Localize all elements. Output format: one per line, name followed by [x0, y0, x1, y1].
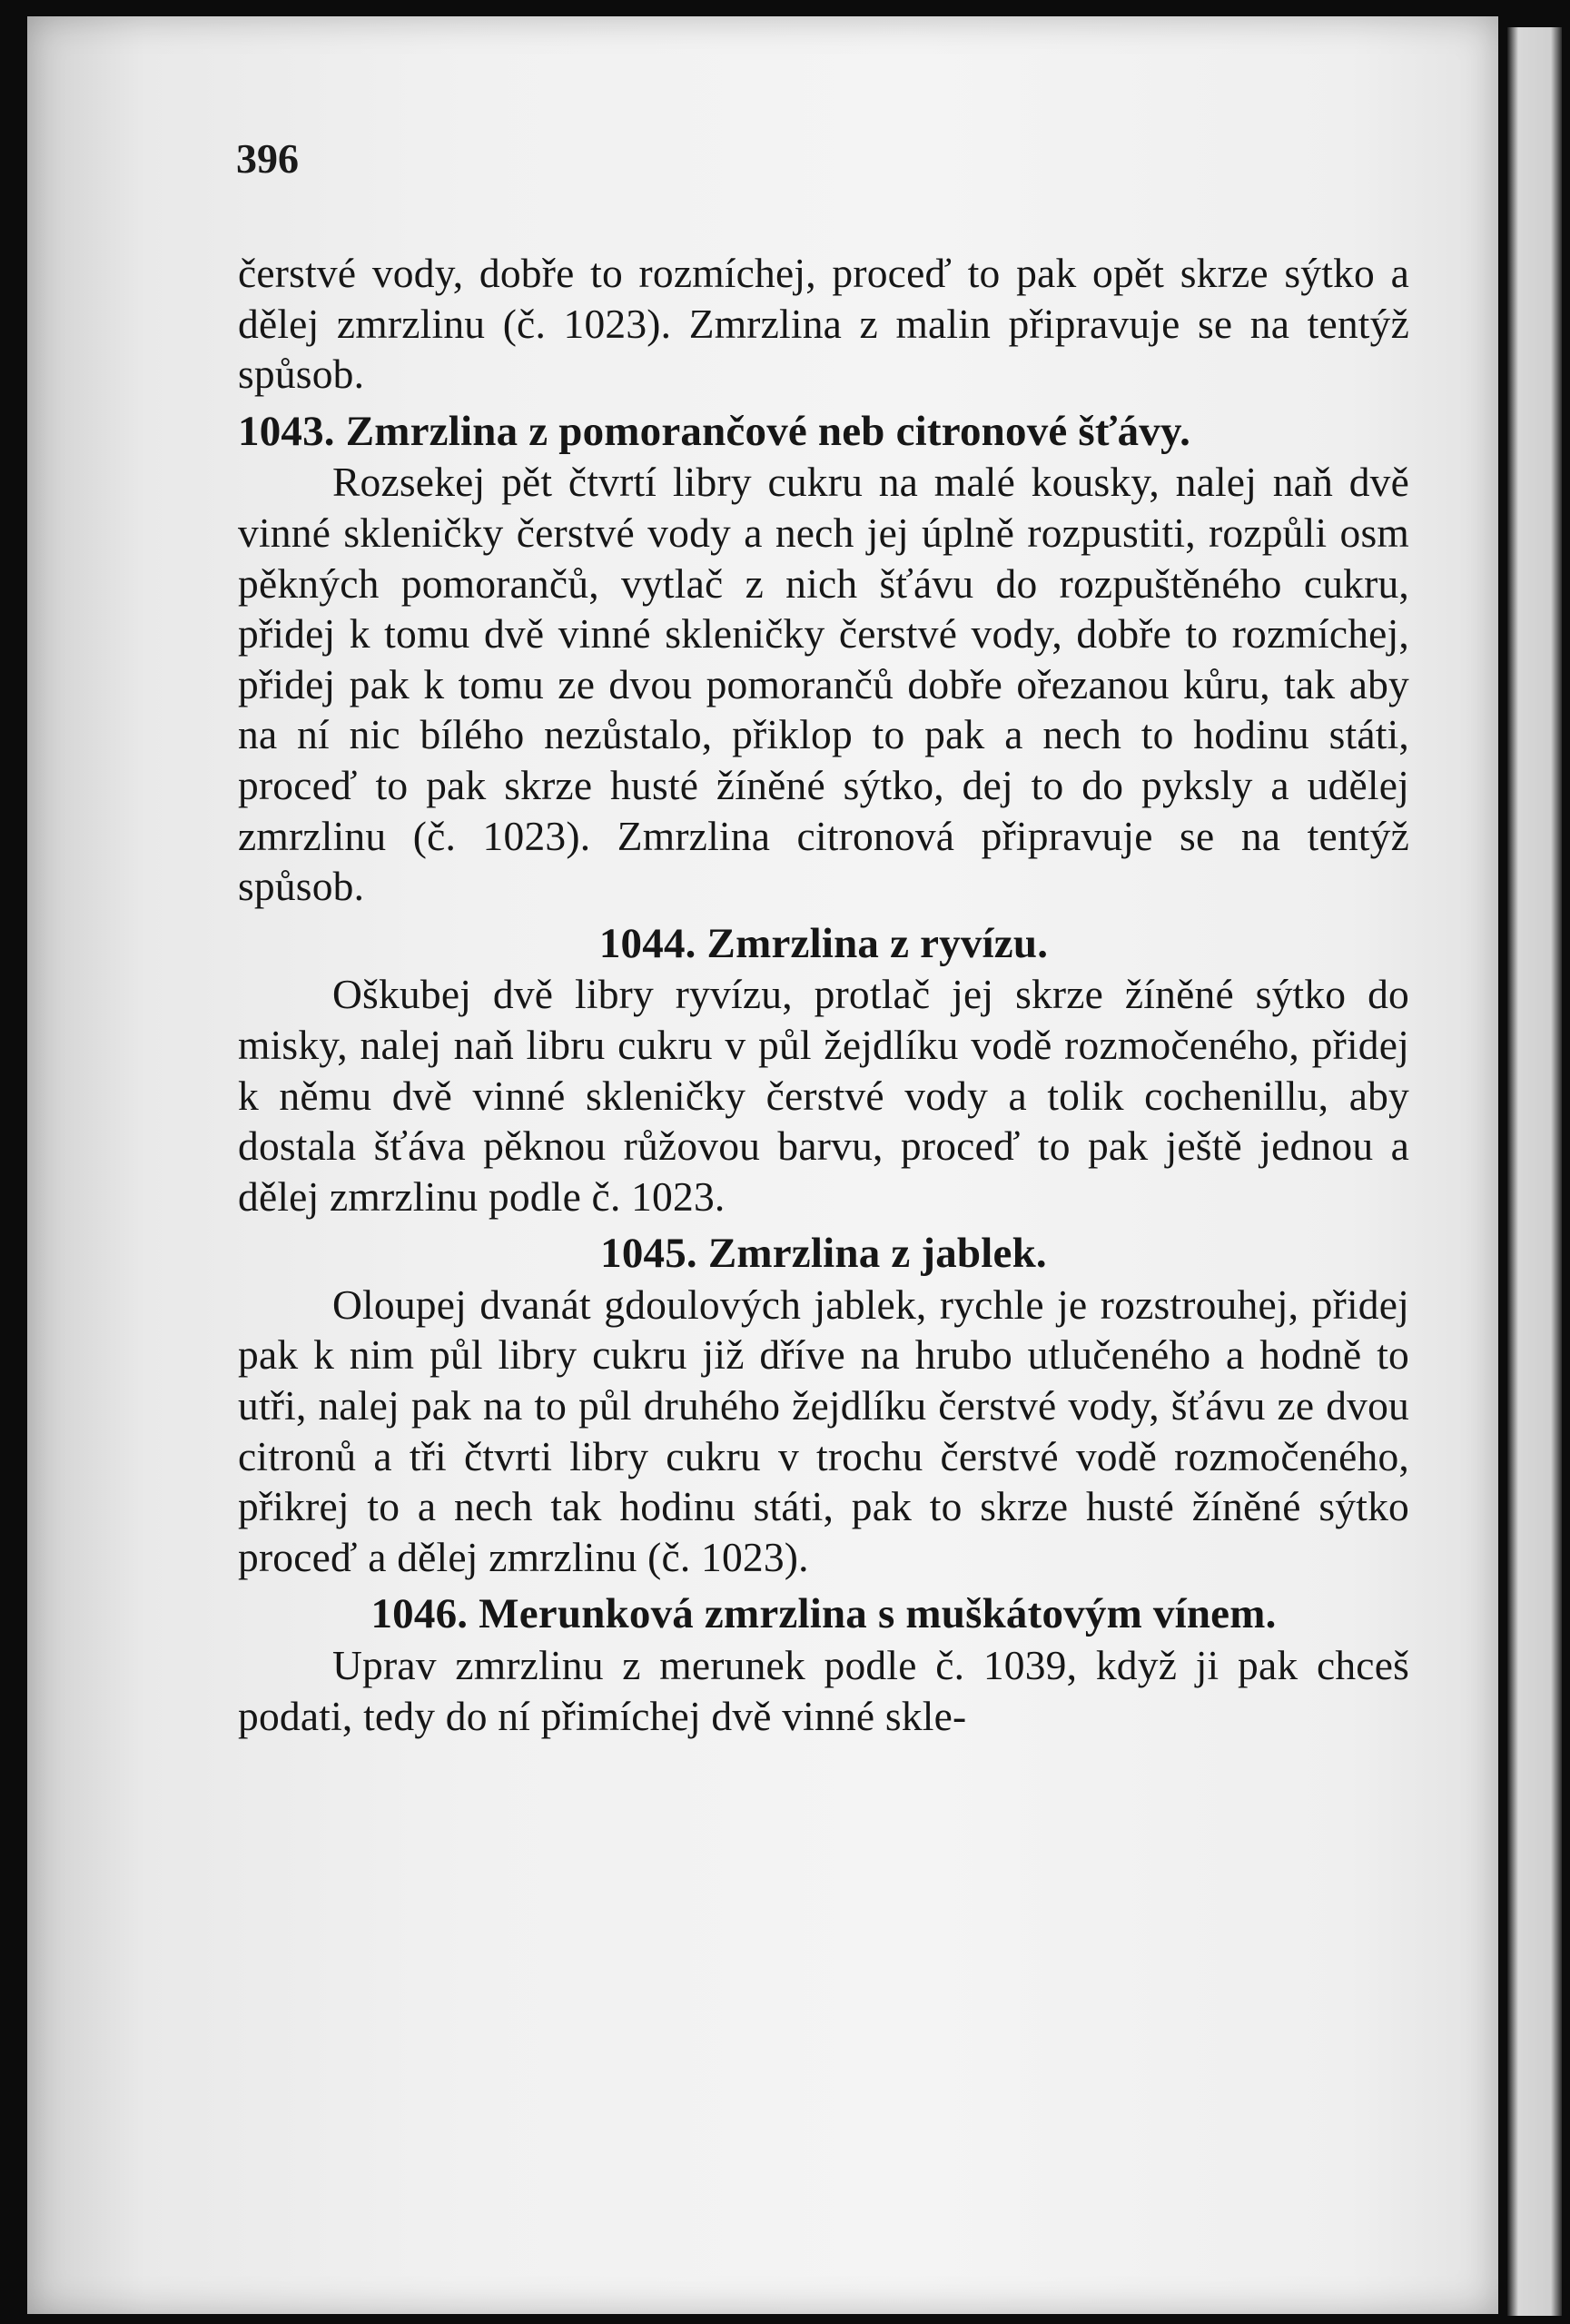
- recipe-heading-1046: 1046. Merunková zmrzlina s muškátovým vínem.: [370, 1590, 1277, 1638]
- recipe-text-1044: Oškubej dvě libry ryvízu, protlač jej skrze žíněné sýtko do misky, nalej naň libru cukru v půl žejdlíku vodě rozmočeného, přidej k němu dvě vinné skleničky čerstvé vody a tolik cochenillu, aby dostala šťáva pěknou růžovou barvu, proceď to pak ještě jednou a dělej zmrzlinu podle č. 1023.: [238, 971, 1409, 1220]
- recipe-heading-1045: 1045. Zmrzlina z jablek.: [600, 1230, 1047, 1278]
- book-page: [27, 16, 1498, 2314]
- page-number: 396: [236, 135, 299, 182]
- next-page-edge: [1507, 27, 1562, 2316]
- recipe-text-1046: Uprav zmrzlinu z merunek podle č. 1039, když ji pak chceš podati, tedy do ní přimíchej dvě vinné skle-: [238, 1642, 1409, 1739]
- recipe-text-1043: Rozsekej pět čtvrtí libry cukru na malé kousky, nalej naň dvě vinné skleničky čerstvé vody a nech jej úplně rozpustiti, rozpůli osm pěkných pomorančů, vytlač z nich šťávu do rozpuštěného cukru, přidej k tomu dvě vinné skleničky čerstvé vody, dobře to rozmíchej, přidej pak k tomu ze dvou pomorančů dobře ořezanou kůru, tak aby na ní nic bílého nezůstalo, přiklop to pak a nech to hodinu státi, proceď to pak skrze husté žíněné sýtko, dej to do pyksly a udělej zmrzlinu (č. 1023). Zmrzlina citronová připravuje se na tentýž spůsob.: [238, 459, 1409, 910]
- recipe-heading-1043: 1043. Zmrzlina z pomorančové neb citronové šťávy.: [238, 407, 1191, 455]
- recipe-heading-1044: 1044. Zmrzlina z ryvízu.: [598, 919, 1049, 967]
- continuation-paragraph: čerstvé vody, dobře to rozmíchej, proceď to pak opět skrze sýtko a dělej zmrzlinu (č. 1023). Zmrzlina z malin připravuje se na tentýž spůsob.: [238, 250, 1409, 398]
- recipe-text-1045: Oloupej dvanát gdoulových jablek, rychle je rozstrouhej, přidej pak k nim půl libry cukru již dříve na hrubo utlučeného a hodně to utři, nalej pak na to půl druhého žejdlíku čerstvé vody, šťávu ze dvou citronů a tři čtvrti libry cukru v trochu čerstvé vodě rozmočeného, přikrej to a nech tak hodinu státi, pak to skrze husté žíněné sýtko proceď a dělej zmrzlinu (č. 1023).: [238, 1281, 1409, 1580]
- page-body: [238, 248, 1409, 1741]
